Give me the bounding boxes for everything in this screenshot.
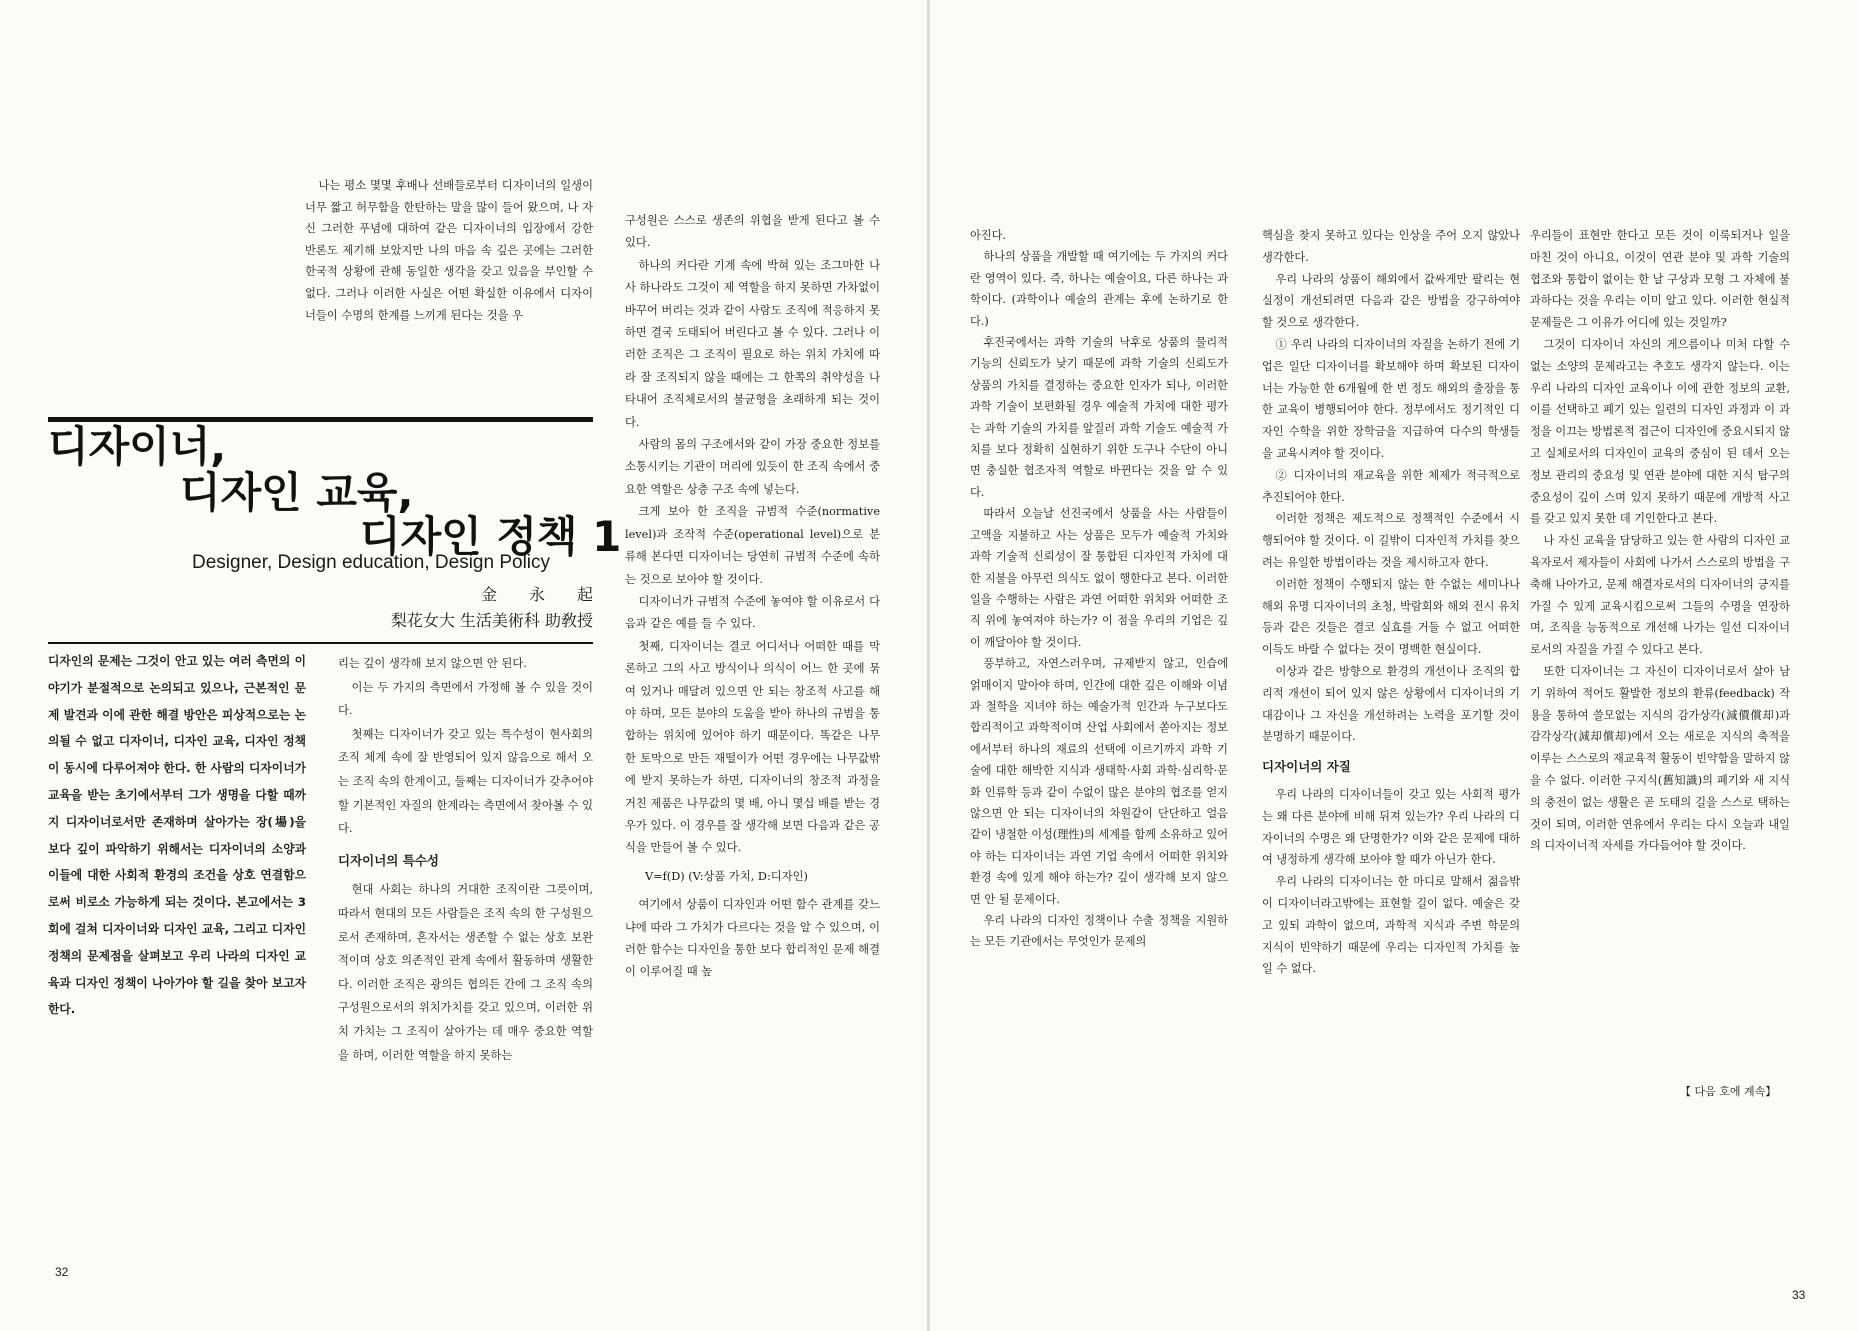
- section-heading: 디자이너의 특수성: [338, 852, 439, 868]
- english-subtitle: Designer, Design education, Design Policy: [192, 552, 551, 573]
- paragraph: 그것이 디자이너 자신의 게으름이나 미처 다할 수 없는 소양의 문제라고는 추호도 생각지 않는다. 이는 우리 나라의 디자인 교육이나 이에 관한 정보의 교환, 이를 선택하고 폐기 있는 일련의 디자인 과정과 이 과정을 이끄는 방법론적 접근이 디자인에 중요시되지 않고 실체로서의 디자인이 교육의 중심이 된 데서 오는 정보 관리의 중요성 및 연관 분야에 대한 지식 탐구의 중요성이 깊이 스며 있지 못하기 때문에 개방적 사고를 갖고 있지 못한 데 기인한다고 본다.: [1530, 337, 1790, 526]
- title-line-3: 디자인 정책 1: [360, 512, 622, 561]
- right-column-1: [970, 225, 1228, 1100]
- paragraph: 우리 나라의 디자이너는 한 마디로 말해서 젊음밖이 디자이너라고밖에는 표현할 길이 없다. 예술은 갖고 있되 과학이 없으며, 과학적 지식과 주변 학문의 지식이 빈약하기 때문에 우리는 디자인적 가치를 높일 수 없다.: [1262, 875, 1520, 976]
- paragraph: 우리 나라의 디자인 정책이나 수출 정책을 지원하는 모든 기관에서는 무엇인가 문제의: [970, 914, 1228, 949]
- page-number: 32: [55, 1265, 69, 1279]
- title-line-1: 디자이너,: [48, 422, 227, 471]
- intro-paragraph: [305, 175, 593, 410]
- paragraph: 첫째, 디자이너는 결코 어디서나 어떠한 때를 막론하고 그의 사고 방식이나 의식이 어느 한 곳에 묶여 있거나 매달려 있으면 안 되는 창조적 사고를 해야 하며, 모든 분야의 도움을 받아 하나의 규범을 통합하는 위치에 있어야 하기 때문이다. 똑같은 나무 한 토막으로 만든 재떨이가 어떤 경우에는 나무값밖에 받지 못하는가 하면, 디자이너의 창조적 과정을 거친 제품은 나무값의 몇 배, 아니 몇십 배를 받는 경우가 있다. 이 경우를 잘 생각해 보면 다음과 같은 공식을 만들어 볼 수 있다.: [625, 639, 880, 855]
- paragraph: 여기에서 상품이 디자인과 어떤 함수 관계를 갖느냐에 따라 그 가치가 다르다는 것을 알 수 있으며, 이러한 함수는 디자인을 통한 보다 합리적인 문제 해결이 이루어질 때 높: [625, 898, 880, 979]
- left-column-3: [625, 210, 880, 1080]
- paragraph: 첫째는 디자이너가 갖고 있는 특수성이 현사회의 조직 체계 속에 잘 반영되어 있지 않음으로 해서 오는 조직 속의 한계이고, 둘째는 디자이너가 갖추어야 할 기본적인 자질의 한계라는 측면에서 찾아볼 수 있다.: [338, 727, 593, 836]
- paragraph: 이는 두 가지의 측면에서 가정해 볼 수 있을 것이다.: [338, 680, 593, 718]
- paragraph: 우리들이 표현만 한다고 모든 것이 이룩되거나 일을 마친 것이 아니요, 이것이 연관 분야 및 과학 기술의 협조와 통합이 없이는 한 날 구상과 모형 그 자체에 불과하다는 것을 우리는 이미 알고 있다. 이러한 현실적 문제들은 그 이유가 어디에 있는 것일까?: [1530, 229, 1790, 330]
- paragraph: 아진다.: [970, 229, 1006, 242]
- paragraph: 하나의 커다란 기계 속에 박혀 있는 조그마한 나사 하나라도 그것이 제 역할을 하지 못하면 가차없이 바꾸어 버리는 것과 같이 사람도 조직에 적응하지 못하면 결국 도태되어 버린다고 볼 수 있다. 그러나 이러한 조직은 그 조직이 필요로 하는 위치 가치에 따라 잘 조직되지 않을 때에는 그 한쪽의 취약성을 나타내어 조직체로서의 불균형을 초래하게 되는 것이다.: [625, 258, 880, 429]
- paragraph: 우리 나라의 상품이 해외에서 값싸게만 팔리는 현실정이 개선되려면 다음과 같은 방법을 강구하여야 할 것으로 생각한다.: [1262, 272, 1520, 330]
- paragraph: ① 우리 나라의 디자이너의 자질을 논하기 전에 기업은 일단 디자이너를 확보해야 하며 확보된 디자이너는 가능한 한 6개월에 한 번 정도 해외의 출장을 통한 교육이 병행되어야 한다. 정부에서도 정기적인 디자인 수학을 위한 장학금을 지급하여 다수의 학생들을 교육시켜야 할 것이다.: [1262, 337, 1520, 460]
- intro-text: 나는 평소 몇몇 후배나 선배들로부터 디자이너의 일생이 너무 짧고 허무함을 한탄하는 말을 많이 들어 왔으며, 나 자신 그러한 푸념에 대하여 같은 디자이너의 입장에서 강한 반론도 제기해 보았지만 나의 마음 속 깊은 곳에는 그러한 한국적 상황에 관해 동일한 생각을 갖고 있음을 부인할 수 없다. 그러나 이러한 사실은 어떤 확실한 이유에서 디자이너들이 수명의 한계를 느끼게 된다는 것을 우: [305, 179, 593, 322]
- paragraph: 핵심을 찾지 못하고 있다는 인상을 주어 오지 않았나 생각한다.: [1262, 229, 1520, 264]
- paragraph: 따라서 오늘날 선진국에서 상품을 사는 사람들이 고액을 지불하고 사는 상품은 모두가 예술적 가치와 과학 기술적 신뢰성이 잘 통합된 디자인적 가치에 대한 지불을 아무런 의식도 없이 행한다고 본다. 이러한 일을 수행하는 사람은 과연 어떠한 위치와 어떠한 조직 위에 놓여져야 하는가? 이 점을 우리의 기업은 깊이 깨달아야 할 것이다.: [970, 507, 1228, 649]
- paragraph: 사람의 몸의 구조에서와 같이 가장 중요한 정보를 소통시키는 기관이 머리에 있듯이 한 조직 속에서 중요한 역할은 상층 구조 속에 넣는다.: [625, 438, 880, 496]
- paragraph: 현대 사회는 하나의 거대한 조직이란 그릇이며, 따라서 현대의 모든 사람들은 조직 속의 한 구성원으로서 존재하며, 혼자서는 생존할 수 없는 상호 보완적이며 상호 의존적인 관계 속에서 활동하며 생활한다. 이러한 조직은 광의든 협의든 간에 그 조직 속의 구성원으로서의 위치가치를 갖고 있으며, 이러한 위치 가치는 그 조직이 살아가는 데 매우 중요한 역할을 하며, 이러한 역할을 하지 못하는: [338, 883, 593, 1062]
- paragraph: 디자이너가 규범적 수준에 놓여야 할 이유로서 다음과 같은 예를 들 수 있다.: [625, 594, 880, 631]
- title-line-2: 디자인 교육,: [180, 468, 414, 517]
- paragraph: 우리 나라의 디자이너들이 갖고 있는 사회적 평가는 왜 다른 분야에 비해 뒤져 있는가? 우리 나라의 디자이너의 수명은 왜 단명한가? 이와 같은 문제에 대하여 냉정하게 생각해 보아야 할 때가 아닌가 한다.: [1262, 787, 1520, 867]
- right-column-3: [1530, 225, 1790, 1040]
- right-page: [930, 0, 1858, 1331]
- paragraph: 구성원은 스스로 생존의 위협을 받게 된다고 볼 수 있다.: [625, 214, 880, 250]
- continued-notice: 【 다음 호에 계속】: [1680, 1085, 1777, 1098]
- paragraph: ② 디자이너의 재교육을 위한 체제가 적극적으로 추진되어야 한다.: [1262, 468, 1520, 504]
- author-affiliation: 梨花女大 生活美術科 助敎授: [390, 611, 593, 630]
- paragraph: 또한 디자이너는 그 자신이 디자이너로서 살아 남기 위하여 적어도 활발한 정보의 환류(feedback) 작용을 통하여 쓸모없는 지식의 감가상각(減價償却)과 감각상각(減却償却)에서 오는 새로운 지식의 축적을 이루는 스스로의 재교육적 활동이 빈약함을 말하지 않을 수 없다. 이러한 구지식(舊知識)의 폐기와 새 지식의 충전이 없는 생활은 곧 도태의 길을 스스로 택하는 것이 되며, 이러한 연유에서 우리는 다시 오늘과 내일의 디자이너적 자세를 가다듬어야 할 것이다.: [1530, 664, 1790, 853]
- lead-paragraph: 디자인의 문제는 그것이 안고 있는 여러 측면의 이야기가 분절적으로 논의되고 있으나, 근본적인 문제 발견과 이에 관한 해결 방안은 피상적으로는 논의될 수 없고 디자이너, 디자인 교육, 디자인 정책이 동시에 다루어져야 한다. 한 사람의 디자이너가 교육을 받는 초기에서부터 그가 생명을 다할 때까지 디자이너로서만 존재하며 살아가는 장(場)을 보다 깊이 파악하기 위해서는 디자이너의 소양과이들에 대한 사회적 환경의 조건을 상호 연결함으로써 비로소 가능하게 되는 것이다. 본고에서는 3회에 걸쳐 디자이너와 디자인 교육, 그리고 디자인 정책의 문제점을 살펴보고 우리 나라의 디자인 교육과 디자인 정책이 나아가야 할 길을 찾아 보고자 한다.: [48, 654, 306, 1017]
- page-number: 33: [1792, 1288, 1806, 1302]
- paragraph: 크게 보아 한 조직을 규범적 수준(normative level)과 조작적 수준(operational level)으로 분류해 본다면 디자이너는 당연히 규범적 수준에 속하는 것으로 보아야 할 것이다.: [625, 505, 880, 586]
- lead-top-rule: [48, 642, 593, 644]
- author-name: 金 永 起: [480, 585, 593, 604]
- formula: V=f(D) (V:상품 가치, D:디자인): [645, 869, 808, 883]
- paragraph: 이러한 정책이 수행되지 않는 한 수없는 세미나나 해외 유명 디자이너의 초청, 박람회와 해외 전시 유치 등과 같은 것들은 결코 실효를 거둘 수 없고 어떠한 이득도 바랄 수 없다는 것이 명백한 현실이다.: [1262, 577, 1520, 657]
- paragraph: 풍부하고, 자연스러우며, 규제받지 않고, 인습에 얽매이지 말아야 하며, 인간에 대한 깊은 이해와 이념과 철학을 지녀야 하는 예술가적 인간과 누구보다도 합리적이고 과학적이며 산업 사회에서 쏟아지는 정보에서부터 하나의 재료의 선택에 이르기까지 과학 기술에 대한 해박한 지식과 생태학·사회 과학·심리학·문화 인류학 등과 같이 수없이 많은 분야의 협조를 얻지 않으면 안 되는 디자이너의 차원같이 단단하고 얼음같이 냉철한 이성(理性)의 세계를 함께 소유하고 있어야 하는 디자이너는 과연 기업 속에서 어떠한 위치와 환경 속에 있게 해야 하는가? 깊이 생각해 보지 않으면 안 될 문제이다.: [970, 657, 1228, 906]
- left-column-2: [338, 652, 593, 1082]
- paragraph: 이러한 정책은 제도적으로 정책적인 수준에서 시행되어야 할 것이다. 이 길밖이 디자인적 가치를 찾으려는 유일한 방법이라는 것을 제시하고자 한다.: [1262, 512, 1520, 569]
- paragraph: 하나의 상품을 개발할 때 여기에는 두 가지의 커다란 영역이 있다. 즉, 하나는 예술이요, 다른 하나는 과학이다. (과학이나 예술의 관계는 후에 논하기로 한다.): [970, 250, 1228, 328]
- paragraph: 나 자신 교육을 담당하고 있는 한 사람의 디자인 교육자로서 제자들이 사회에 나가서 스스로의 방법을 구축해 나아가고, 문제 해결자로서의 디자이너의 긍지를 가질 수 있게 교육시킴으로써 그들의 수명을 연장하며, 조직을 능동적으로 개선해 나가는 일선 디자이너로서의 자질을 가질 수 있다고 본다.: [1530, 534, 1790, 657]
- paragraph: 이상과 같은 방향으로 환경의 개선이나 조직의 합리적 개선이 되어 있지 않은 상황에서 디자이너의 기대감이나 그 자신을 개선하려는 노력을 포기할 것이 분명하기 때문이다.: [1262, 664, 1520, 744]
- left-page: [0, 0, 928, 1331]
- right-column-2: [1262, 225, 1520, 1100]
- section-heading: 디자이너의 자질: [1262, 759, 1351, 775]
- paragraph: 리는 깊이 생각해 보지 않으면 안 된다.: [338, 657, 527, 670]
- paragraph: 후진국에서는 과학 기술의 낙후로 상품의 물리적 기능의 신뢰도가 낮기 때문에 과학 기술의 신뢰도가 상품의 가치를 결정하는 중요한 인자가 되나, 이러한 과학 기술이 보편화될 경우 예술적 가치에 대한 평가는 과학 기술의 가치를 앞질러 과학 기술도 예술적 가치를 보다 정확히 실현하기 위한 도구나 수단이 아니면 충실한 협조자적 역할로 바뀐다는 것을 알 수 있다.: [970, 336, 1228, 499]
